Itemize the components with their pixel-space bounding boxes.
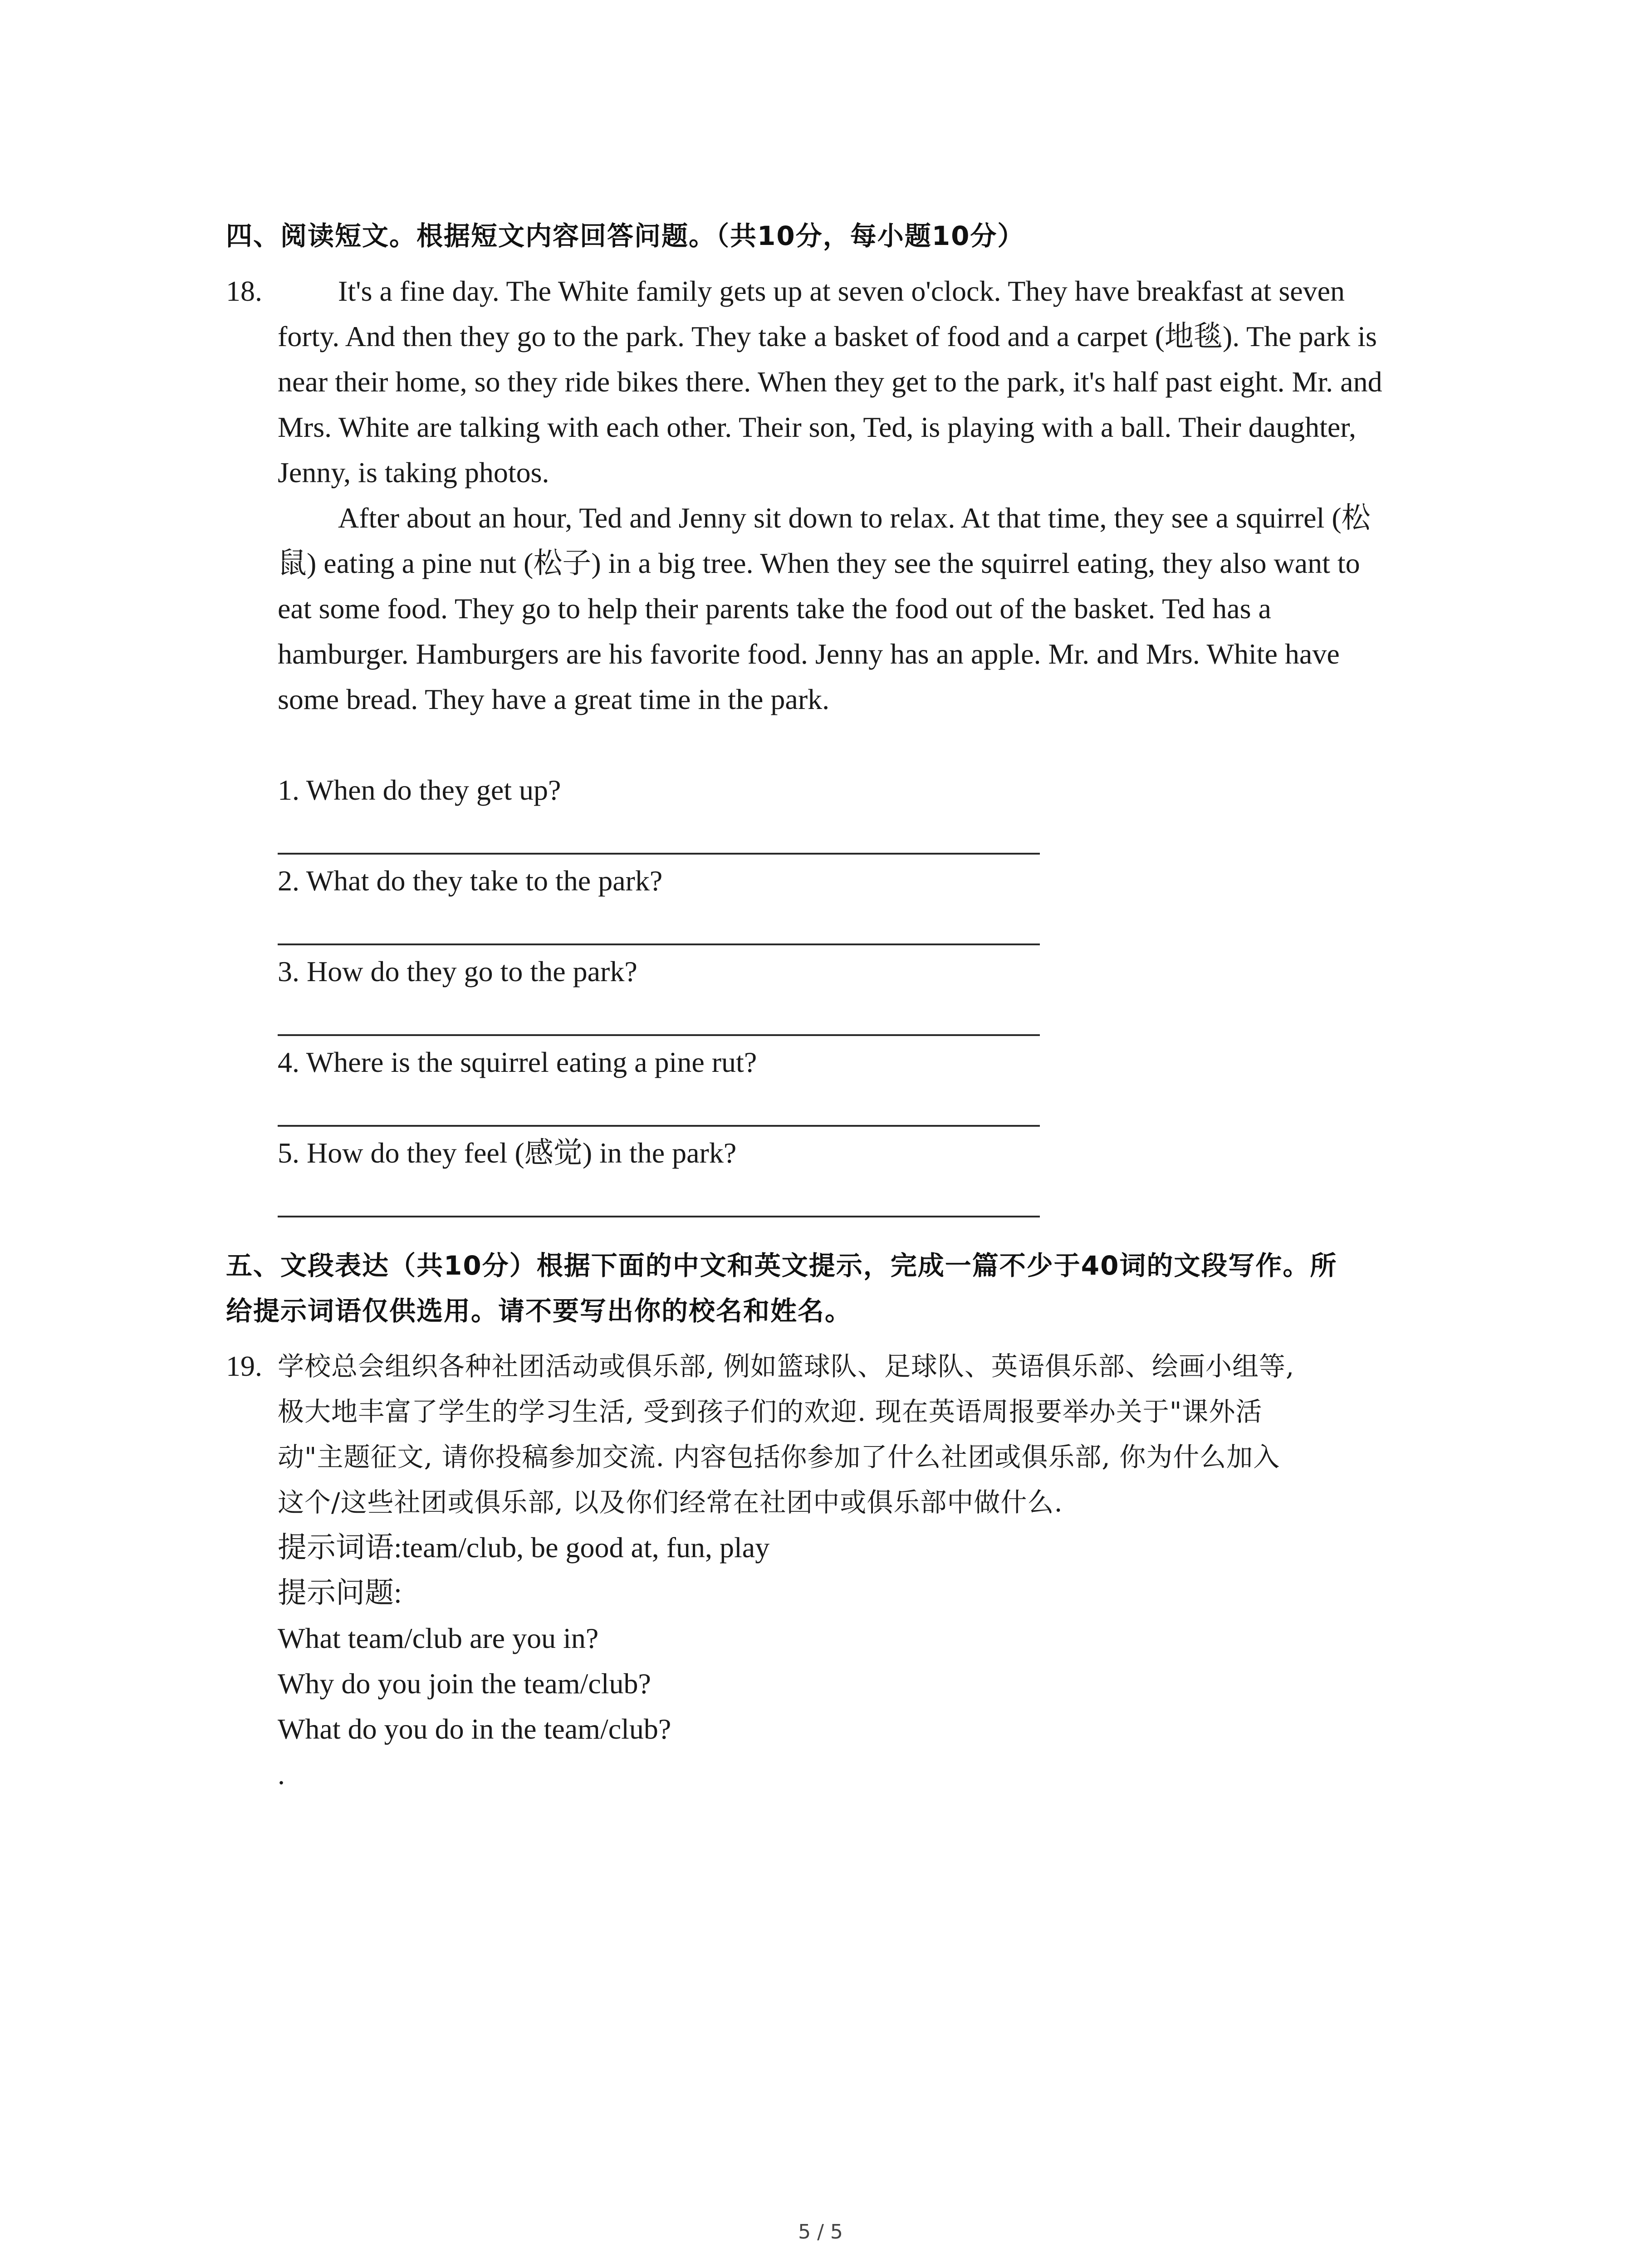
answer-line-4[interactable] [278,1125,1040,1127]
section-5-heading-line-1: 五、文段表达（共10分）根据下面的中文和英文提示，完成一篇不少于40词的文段写作。所 [226,1250,1337,1281]
trailing-mark: . [278,1758,285,1790]
passage-line: Jenny, is taking photos. [278,456,549,489]
prompt-line: 极大地丰富了学生的学习生活, 受到孩子们的欢迎. 现在英语周报要举办关于"课外活 [278,1396,1263,1427]
answer-line-5[interactable] [278,1216,1040,1217]
question-1: 1. When do they get up? [278,774,561,806]
hint-questions-label: 提示问题: [278,1577,402,1609]
passage-line: forty. And then they go to the park. They take a basket of food and a carpet (地毯). The park is [278,320,1377,352]
passage-line: Mrs. White are talking with each other. Their son, Ted, is playing with a ball. Their daughter, [278,411,1356,443]
question-2: 2. What do they take to the park? [278,865,663,897]
passage-line: 鼠) eating a pine nut (松子) in a big tree. When they see the squirrel eating, they also want to [278,547,1360,579]
section-4-heading: 四、阅读短文。根据短文内容回答问题。（共10分，每小题10分） [226,220,1025,251]
prompt-line: 这个/这些社团或俱乐部, 以及你们经常在社团中或俱乐部中做什么. [278,1487,1063,1518]
passage-line: hamburger. Hamburgers are his favorite food. Jenny has an apple. Mr. and Mrs. White have [278,638,1340,670]
section-5-heading-line-2: 给提示词语仅供选用。请不要写出你的校名和姓名。 [226,1295,852,1326]
answer-line-1[interactable] [278,853,1040,855]
hint-words: 提示词语:team/club, be good at, fun, play [278,1531,770,1564]
hint-question-3: What do you do in the team/club? [278,1713,671,1745]
prompt-line: 学校总会组织各种社团活动或俱乐部, 例如篮球队、足球队、英语俱乐部、绘画小组等, [278,1351,1295,1382]
question-3: 3. How do they go to the park? [278,955,637,987]
question-4: 4. Where is the squirrel eating a pine rut? [278,1046,757,1078]
question-number-18: 18. [226,275,262,307]
hint-question-2: Why do you join the team/club? [278,1667,651,1700]
passage-line: some bread. They have a great time in the park. [278,683,830,715]
page-number: 5 / 5 [798,2220,843,2244]
passage-line: eat some food. They go to help their parents take the food out of the basket. Ted has a [278,592,1271,625]
passage-line: It's a fine day. The White family gets up at seven o'clock. They have breakfast at seven [338,275,1345,307]
passage-line: near their home, so they ride bikes there. When they get to the park, it's half past eight. Mr. and [278,366,1382,398]
hint-question-1: What team/club are you in? [278,1622,599,1654]
answer-line-2[interactable] [278,943,1040,945]
answer-line-3[interactable] [278,1034,1040,1036]
passage-line: After about an hour, Ted and Jenny sit down to relax. At that time, they see a squirrel (松 [338,502,1371,534]
question-5: 5. How do they feel (感觉) in the park? [278,1137,737,1169]
question-number-19: 19. [226,1350,262,1382]
prompt-line: 动"主题征文, 请你投稿参加交流. 内容包括你参加了什么社团或俱乐部, 你为什么加入 [278,1442,1280,1472]
